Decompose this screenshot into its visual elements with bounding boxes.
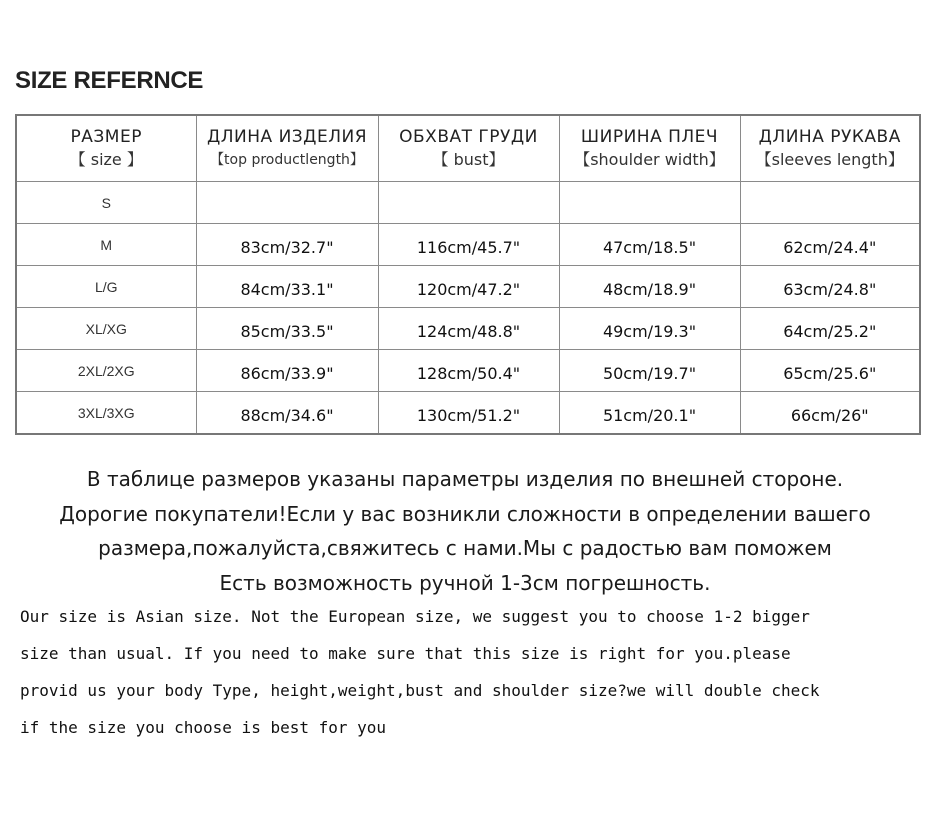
sleeve-cell: 62cm/24.4"	[740, 224, 920, 266]
russian-note-line: В таблице размеров указаны параметры изделия по внешней стороне.	[86, 467, 844, 491]
bust-cell: 116cm/45.7"	[378, 224, 559, 266]
sleeve-cell: 63cm/24.8"	[740, 266, 920, 308]
english-note-line: Our size is Asian size. Not the European size, we suggest you to choose 1-2 bigger	[20, 607, 810, 626]
shoulder-cell: 49cm/19.3"	[559, 308, 740, 350]
english-note	[20, 598, 920, 746]
table-row	[16, 266, 920, 308]
russian-note-line: Дорогие покупатели!Если у вас возникли сложности в определении вашего	[59, 501, 871, 526]
size-cell: 2XL/2XG	[16, 350, 196, 392]
header-length	[196, 115, 378, 182]
table-header-row	[16, 115, 920, 182]
header-shoulder-sub: 【shoulder width】	[574, 149, 725, 169]
length-cell: 85cm/33.5"	[196, 308, 378, 350]
size-cell: L/G	[16, 266, 196, 308]
sleeve-cell	[740, 182, 920, 224]
shoulder-cell: 50cm/19.7"	[559, 350, 740, 392]
header-shoulder-label: ШИРИНА ПЛЕЧ	[580, 126, 719, 147]
shoulder-cell: 48cm/18.9"	[559, 266, 740, 308]
header-sleeve	[740, 115, 920, 182]
table-row	[16, 224, 920, 266]
header-size-sub: 【 size 】	[69, 149, 143, 169]
header-bust	[378, 115, 559, 182]
sleeve-cell: 66cm/26"	[740, 392, 920, 435]
bust-cell: 124cm/48.8"	[378, 308, 559, 350]
header-length-label: ДЛИНА ИЗДЕЛИЯ	[206, 126, 368, 147]
header-bust-label: ОБХВАТ ГРУДИ	[399, 126, 538, 147]
length-cell: 88cm/34.6"	[196, 392, 378, 435]
bust-cell: 128cm/50.4"	[378, 350, 559, 392]
page-title: SIZE REFERNCE	[15, 67, 204, 94]
size-cell: 3XL/3XG	[16, 392, 196, 435]
russian-note-line: Есть возможность ручной 1-3см погрешность.	[219, 570, 711, 595]
sleeve-cell: 64cm/25.2"	[740, 308, 920, 350]
header-length-sub: 【top productlength】	[210, 151, 364, 168]
sleeve-cell: 65cm/25.6"	[740, 350, 920, 392]
shoulder-cell: 47cm/18.5"	[559, 224, 740, 266]
table-row	[16, 350, 920, 392]
header-bust-sub: 【 bust】	[432, 149, 505, 169]
table-row	[16, 182, 920, 224]
shoulder-cell	[559, 182, 740, 224]
header-sleeve-sub: 【sleeves length】	[755, 149, 904, 169]
bust-cell: 120cm/47.2"	[378, 266, 559, 308]
size-cell: S	[16, 182, 196, 224]
size-chart-table	[15, 114, 921, 435]
length-cell: 84cm/33.1"	[196, 266, 378, 308]
table-row	[16, 392, 920, 435]
header-size-label: РАЗМЕР	[70, 126, 142, 147]
header-size	[16, 115, 196, 182]
bust-cell	[378, 182, 559, 224]
english-note-line: if the size you choose is best for you	[20, 718, 387, 737]
bust-cell: 130cm/51.2"	[378, 392, 559, 435]
length-cell: 86cm/33.9"	[196, 350, 378, 392]
russian-note	[0, 462, 930, 600]
length-cell	[196, 182, 378, 224]
header-shoulder	[559, 115, 740, 182]
shoulder-cell: 51cm/20.1"	[559, 392, 740, 435]
size-cell: XL/XG	[16, 308, 196, 350]
english-note-line: provid us your body Type, height,weight,bust and shoulder size?we will double check	[20, 681, 820, 700]
table-row	[16, 308, 920, 350]
length-cell: 83cm/32.7"	[196, 224, 378, 266]
russian-note-line: размера,пожалуйста,свяжитесь с нами.Мы с радостью вам поможем	[98, 536, 832, 560]
size-cell: M	[16, 224, 196, 266]
header-sleeve-label: ДЛИНА РУКАВА	[758, 126, 901, 147]
english-note-line: size than usual. If you need to make sure that this size is right for you.please	[20, 644, 791, 663]
